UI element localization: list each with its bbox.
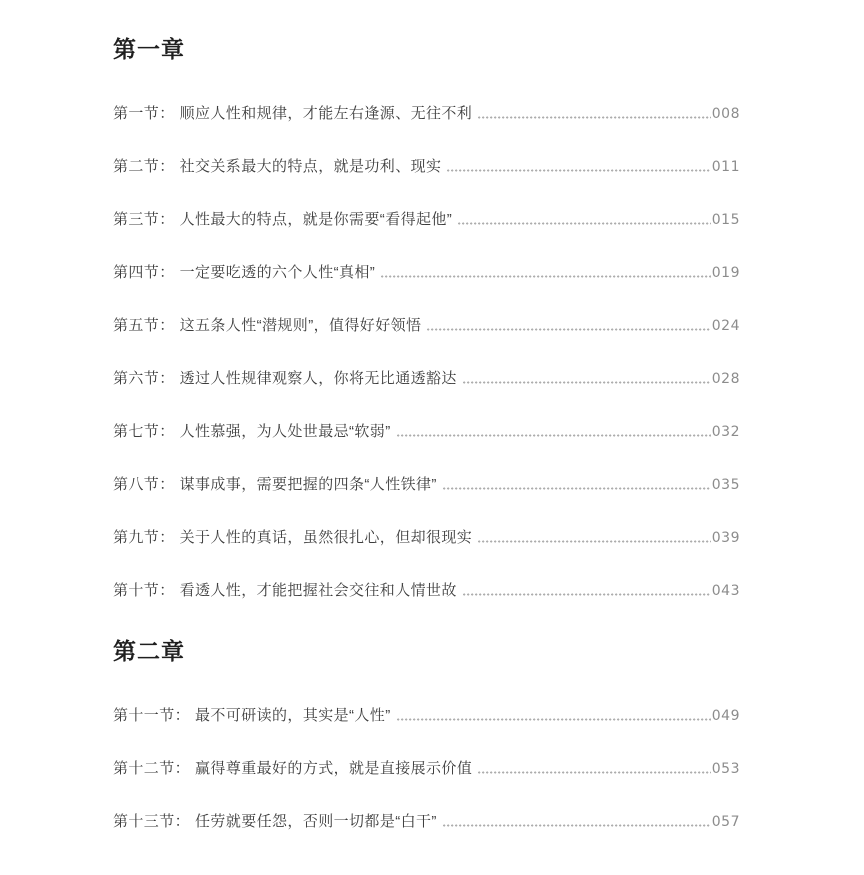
toc-entry-title: 顺应人性和规律，才能左右逢源、无往不利 [179, 105, 473, 122]
toc-entry-page: 019 [711, 265, 740, 281]
toc-entry-page: 057 [711, 814, 740, 830]
toc-entry-page: 053 [711, 761, 740, 777]
toc-entry-label: 第四节： [113, 264, 175, 281]
toc-entry [113, 705, 740, 726]
toc-entry-title: 谋事成事，需要把握的四条“人性铁律” [179, 476, 437, 493]
chapter [113, 36, 740, 601]
chapter-entries [113, 103, 740, 601]
toc-entry-page: 024 [711, 318, 740, 334]
dotted-leader [463, 593, 711, 596]
toc-entry-title: 关于人性的真话，虽然很扎心，但却很现实 [179, 529, 473, 546]
toc-entry-page: 035 [711, 477, 740, 493]
toc-entry [113, 527, 740, 548]
toc-entry-page: 049 [711, 708, 740, 724]
toc-entry-title: 人性慕强，为人处世最忌“软弱” [179, 423, 391, 440]
chapter-list [113, 36, 740, 832]
dotted-leader [478, 771, 711, 774]
dotted-leader [447, 169, 710, 172]
toc-entry-page: 032 [711, 424, 740, 440]
dotted-leader [397, 434, 711, 437]
toc-entry [113, 209, 740, 230]
toc-entry [113, 474, 740, 495]
dotted-leader [397, 718, 711, 721]
toc-entry [113, 368, 740, 389]
toc-entry-label: 第八节： [113, 476, 175, 493]
toc-entry-page: 011 [711, 159, 740, 175]
toc-entry-label: 第三节： [113, 211, 175, 228]
toc-entry-label: 第十二节： [113, 760, 191, 777]
toc-entry [113, 580, 740, 601]
toc-entry-title: 透过人性规律观察人，你将无比通透豁达 [179, 370, 457, 387]
dotted-leader [427, 328, 710, 331]
toc-entry-title: 看透人性，才能把握社会交往和人情世故 [179, 582, 457, 599]
toc-entry-label: 第二节： [113, 158, 175, 175]
dotted-leader [463, 381, 711, 384]
toc-entry-page: 008 [711, 106, 740, 122]
dotted-leader [478, 116, 711, 119]
dotted-leader [478, 540, 711, 543]
toc-entry-page: 015 [711, 212, 740, 228]
toc-entry-title: 一定要吃透的六个人性“真相” [179, 264, 376, 281]
toc-entry-label: 第六节： [113, 370, 175, 387]
toc-entry-label: 第七节： [113, 423, 175, 440]
toc-entry [113, 421, 740, 442]
chapter-title: 第二章 [113, 638, 185, 664]
toc-entry-title: 社交关系最大的特点，就是功利、现实 [179, 158, 442, 175]
toc-entry-label: 第一节： [113, 105, 175, 122]
chapter-entries [113, 705, 740, 832]
toc-entry [113, 262, 740, 283]
toc-entry-label: 第十三节： [113, 813, 191, 830]
dotted-leader [458, 222, 711, 225]
toc-entry-label: 第十一节： [113, 707, 191, 724]
chapter [113, 638, 740, 832]
dotted-leader [381, 275, 711, 278]
dotted-leader [443, 487, 711, 490]
toc-entry [113, 811, 740, 832]
dotted-leader [443, 824, 711, 827]
toc-entry [113, 758, 740, 779]
toc-entry-label: 第十节： [113, 582, 175, 599]
toc-entry-title: 赢得尊重最好的方式，就是直接展示价值 [195, 760, 473, 777]
toc-entry-page: 039 [711, 530, 740, 546]
toc-entry [113, 103, 740, 124]
toc-entry-label: 第五节： [113, 317, 175, 334]
toc-entry-page: 028 [711, 371, 740, 387]
toc-entry [113, 156, 740, 177]
chapter-title: 第一章 [113, 36, 185, 62]
toc-entry-title: 人性最大的特点，就是你需要“看得起他” [179, 211, 453, 228]
toc-entry-label: 第九节： [113, 529, 175, 546]
toc-entry [113, 315, 740, 336]
toc-entry-title: 最不可研读的，其实是“人性” [195, 707, 391, 724]
toc-entry-page: 043 [711, 583, 740, 599]
toc-entry-title: 这五条人性“潜规则”，值得好好领悟 [179, 317, 422, 334]
toc-entry-title: 任劳就要任怨，否则一切都是“白干” [195, 813, 437, 830]
